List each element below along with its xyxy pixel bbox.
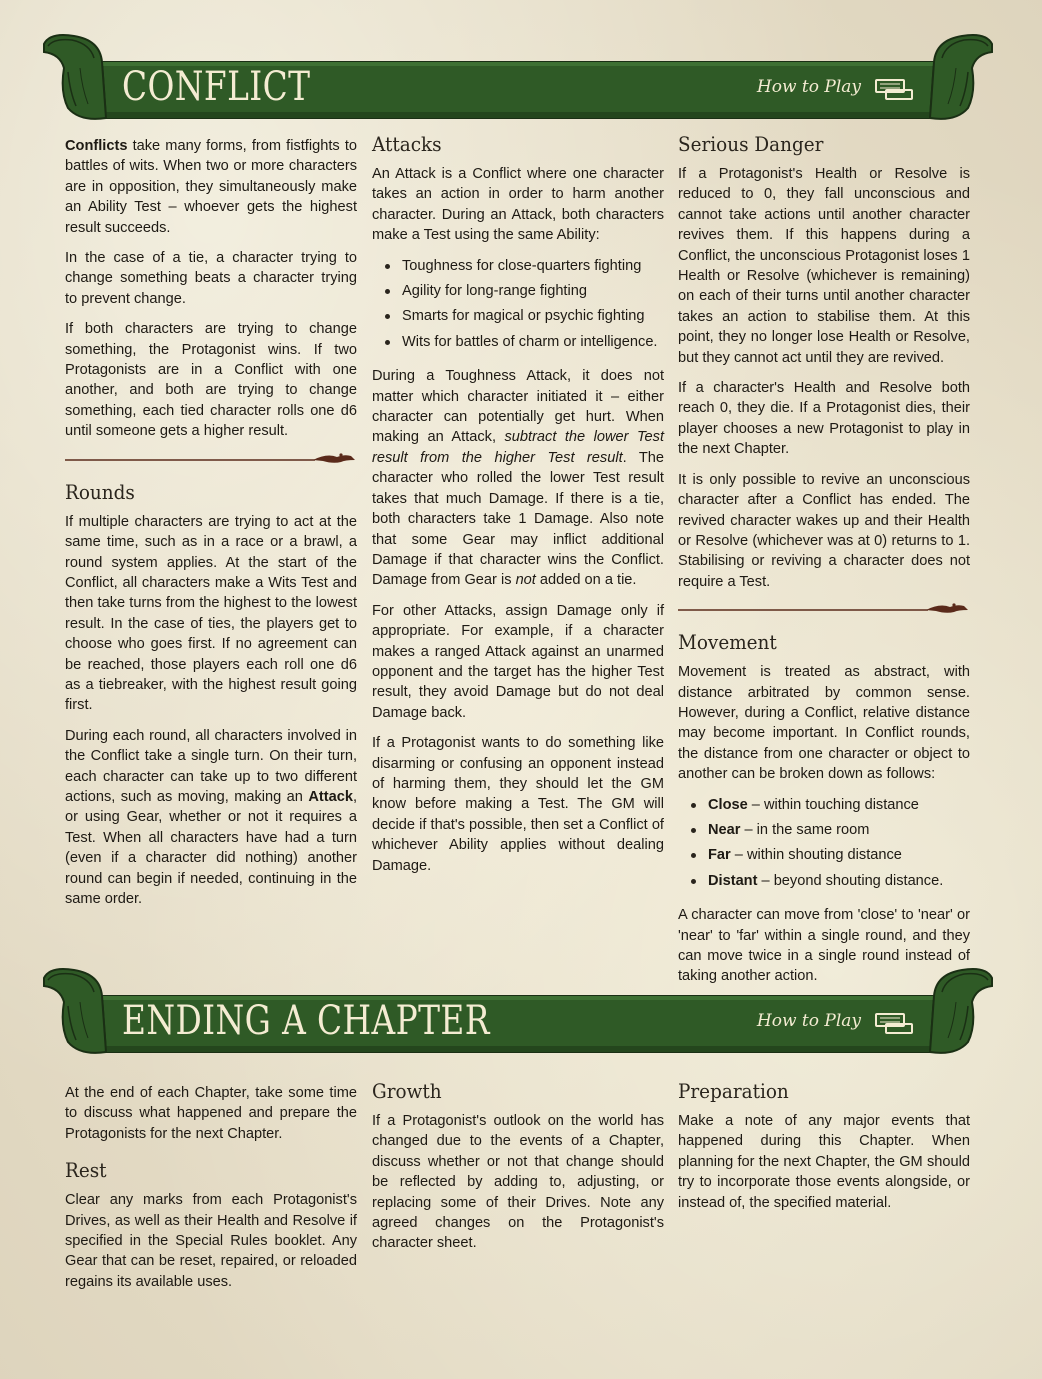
section-divider	[678, 602, 970, 616]
range-term: Close	[708, 796, 748, 813]
conflict-banner	[40, 32, 996, 122]
rounds-paragraph-2	[65, 726, 357, 910]
list-item	[688, 871, 970, 891]
list-item	[688, 795, 970, 815]
section-title-ending: ENDING A CHAPTER	[122, 998, 490, 1044]
range-desc: – within shouting distance	[730, 847, 902, 864]
attacks-heading: Attacks	[372, 132, 442, 156]
how-to-play-label: How to Play	[756, 77, 861, 97]
attacks-paragraph-1: An Attack is a Conflict where one character takes an action in order to harm another character. During an Attack, both characters make a Test using the same Ability:	[372, 166, 664, 244]
ending-banner	[40, 966, 996, 1056]
movement-heading: Movement	[678, 630, 777, 655]
attacks-p2-part-a: During a Toughness Attack, it does not matter which character initiated it – either character can potentially get hurt. When making an Attack,	[372, 368, 664, 446]
conflict-intro	[65, 136, 357, 238]
conflict-column-3	[678, 132, 970, 997]
list-item: Toughness for close-quarters fighting	[382, 256, 664, 276]
protagonist-tie-rule: If both characters are trying to change something, the Protagonist wins. If two Protagonists are in a Conflict with one another, and both are trying to change something, each tied character rolls one d6 until someone gets a higher result.	[65, 321, 357, 440]
attack-types-list	[382, 256, 664, 353]
growth-paragraph: If a Protagonist's outlook on the world has changed due to the events of a Chapter, discuss whether or not that change should be reflected by adding to, adjusting, or replacing some of their Drives. Note any agreed changes on the Protagonist's character sheet.	[372, 1113, 664, 1252]
movement-paragraph-2: A character can move from 'close' to 'near' or 'near' to 'far' within a single round, and they can move twice in a single round instead of taking another action.	[678, 907, 970, 985]
rounds-heading: Rounds	[65, 479, 135, 504]
section-title-conflict: CONFLICT	[122, 64, 311, 110]
attacks-p2-part-c: added on a tie.	[535, 572, 637, 589]
book-stack-icon	[872, 76, 916, 102]
attacks-p2-not: not	[515, 572, 536, 589]
rounds-p2-part-b: , or using Gear, whether or not it requires a Test. When all characters have had a turn (even if a character did nothing) another round can begin if needed, continuing in the same order.	[65, 788, 357, 907]
list-item: Wits for battles of charm or intelligence.	[382, 332, 664, 352]
how-to-play-label: How to Play	[756, 1011, 861, 1031]
preparation-heading: Preparation	[678, 1079, 789, 1103]
attacks-paragraph-3: For other Attacks, assign Damage only if appropriate. For example, if a character makes a ranged Attack against an unarmed opponent and the target has the higher Test result, they avoid Damage but do not deal Damage back.	[372, 602, 664, 721]
ending-column-2	[372, 1079, 664, 1264]
preparation-paragraph: Make a note of any major events that happened during this Chapter. When planning for the next Chapter, the GM should try to incorporate those events alongside, or instead of, the specified material.	[678, 1113, 970, 1211]
conflict-column-2	[372, 132, 664, 886]
book-stack-icon	[872, 1010, 916, 1036]
rest-heading: Rest	[65, 1158, 107, 1183]
ending-column-3	[678, 1079, 970, 1223]
ending-column-1	[65, 1083, 357, 1302]
range-list	[688, 795, 970, 892]
growth-heading: Growth	[372, 1079, 442, 1103]
list-item	[688, 845, 970, 865]
movement-paragraph-1: Movement is treated as abstract, with distance arbitrated by common sense. However, during a Conflict, relative distance may become important. In Conflict rounds, the distance from one character or object to another can be broken down as follows:	[678, 664, 970, 783]
conflicts-term: Conflicts	[65, 138, 128, 154]
list-item	[688, 820, 970, 840]
rounds-p2-part-a: During each round, all characters involved in the Conflict take a single turn. On their turn, each character can take up to two different actions, such as moving, making an	[65, 727, 357, 805]
range-term: Near	[708, 821, 741, 838]
tie-rule: In the case of a tie, a character trying to change something beats a character trying to prevent change.	[65, 250, 357, 307]
danger-paragraph-2: If a character's Health and Resolve both reach 0, they die. If a Protagonist dies, their player chooses a new Protagonist to play in the next Chapter.	[678, 380, 970, 458]
range-desc: – within touching distance	[747, 796, 919, 813]
range-term: Distant	[708, 872, 758, 889]
ending-intro: At the end of each Chapter, take some time to discuss what happened and prepare the Protagonists for the next Chapter.	[65, 1085, 357, 1142]
serious-danger-heading: Serious Danger	[678, 132, 824, 156]
conflict-column-1	[65, 136, 357, 919]
attacks-p2-part-b: . The character who rolled the lower Test result takes that much Damage. If there is a tie, both characters take 1 Damage. Also note that some Gear may inflict additional Damage if that character wins the Conflict. Damage from Gear is	[372, 449, 664, 589]
section-divider	[65, 452, 357, 466]
attacks-paragraph-2	[372, 366, 664, 590]
list-item: Smarts for magical or psychic fighting	[382, 306, 664, 326]
range-desc: – in the same room	[740, 821, 870, 838]
range-desc: – beyond shouting distance.	[757, 872, 944, 889]
range-term: Far	[708, 847, 731, 864]
rounds-paragraph-1: If multiple characters are trying to act at the same time, such as in a race or a brawl, a round system applies. At the start of the Conflict, all characters make a Wits Test and then take turns from the highest to the lowest result. In the case of ties, the players get to choose who goes first. If no agreement can be reached, those players each roll one d6 as a tiebreaker, with the highest result going first.	[65, 513, 357, 714]
attacks-p2-italic: subtract the lower Test result from the higher Test result	[372, 429, 664, 466]
conflict-intro-text: take many forms, from fistfights to battles of wits. When two or more characters are in opposition, they simultaneously make an Ability Test – whoever gets the highest result succeeds.	[65, 138, 357, 236]
attacks-paragraph-4: If a Protagonist wants to do something like disarming or confusing an opponent instead of harming them, they should let the GM know before making a Test. The GM will decide if that's possible, then set a Conflict of whichever Ability applies without dealing Damage.	[372, 735, 664, 874]
list-item: Agility for long-range fighting	[382, 281, 664, 301]
attack-term: Attack	[308, 788, 353, 805]
rest-paragraph: Clear any marks from each Protagonist's Drives, as well as their Health and Resolve if specified in the Special Rules booklet. Any Gear that can be reset, repaired, or reloaded regains its available uses.	[65, 1192, 357, 1290]
danger-paragraph-1: If a Protagonist's Health or Resolve is reduced to 0, they fall unconscious and cannot take actions until another character revives them. If this happens during a Conflict, the unconscious Protagonist loses 1 Health or Resolve (whichever is remaining) on each of their turns until another character takes an action to stabilise them. At this point, they no longer lose Health or Resolve, but they cannot act until they are revived.	[678, 166, 970, 366]
danger-paragraph-3: It is only possible to revive an unconscious character after a Conflict has ended. The revived character wakes up and their Health or Resolve (whichever was at 0) returns to 1. Stabilising or reviving a character does not require a Test.	[678, 471, 970, 590]
